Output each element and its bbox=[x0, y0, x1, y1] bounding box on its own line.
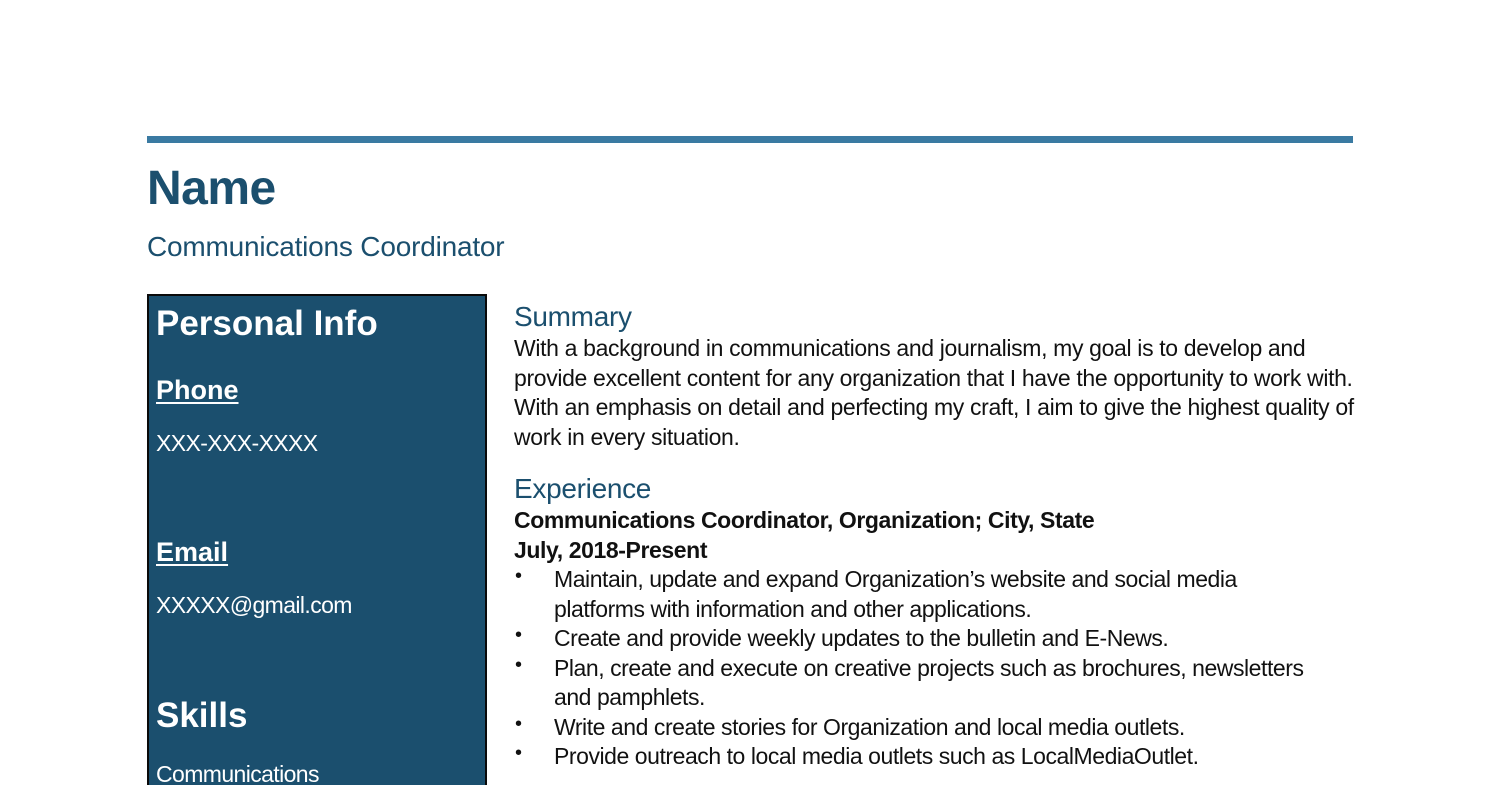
summary-heading: Summary bbox=[514, 301, 632, 332]
bullet-text: Maintain, update and expand Organization’s website and social media platforms with information and other applications. bbox=[554, 566, 1237, 622]
personal-info-heading: Personal Info bbox=[156, 304, 378, 343]
bullet-text: Plan, create and execute on creative projects such as brochures, newsletters and pamphlets. bbox=[554, 654, 1304, 710]
candidate-title: Communications Coordinator bbox=[147, 231, 505, 262]
phone-value: XXX-XXX-XXXX bbox=[156, 430, 318, 456]
list-item bbox=[514, 742, 1314, 772]
bullet-icon: • bbox=[515, 712, 522, 735]
list-item bbox=[514, 565, 1314, 624]
skills-heading: Skills bbox=[156, 696, 248, 735]
bullet-icon: • bbox=[515, 653, 522, 676]
bullet-icon: • bbox=[515, 742, 522, 764]
bullet-icon: • bbox=[515, 624, 522, 646]
email-label: Email bbox=[156, 537, 229, 567]
summary-text: With a background in communications and journalism, my goal is to develop and provide excellent content for any organization that I have the opportunity to work with. With an emphasis on detail and perfecting my craft, I aim to give the highest quality of work in every situation. bbox=[514, 335, 1354, 450]
job-role-line: Communications Coordinator, Organization; City, State bbox=[514, 507, 1095, 533]
job-dates: July, 2018-Present bbox=[514, 536, 708, 563]
experience-section bbox=[514, 472, 1364, 772]
list-item bbox=[514, 624, 1314, 654]
experience-heading: Experience bbox=[514, 473, 652, 504]
main-content bbox=[514, 300, 1364, 772]
email-value: XXXXX@gmail.com bbox=[156, 592, 352, 618]
skill-item: Communications bbox=[156, 761, 319, 785]
phone-label: Phone bbox=[156, 375, 239, 405]
summary-section bbox=[514, 300, 1364, 452]
bullet-text: Provide outreach to local media outlets such as LocalMediaOutlet. bbox=[554, 743, 1199, 769]
header-rule bbox=[147, 136, 1353, 143]
candidate-name: Name bbox=[147, 162, 276, 215]
bullet-text: Write and create stories for Organization and local media outlets. bbox=[554, 713, 1185, 740]
bullet-icon: • bbox=[515, 565, 522, 587]
job-entry bbox=[514, 506, 1364, 772]
list-item bbox=[514, 654, 1314, 713]
list-item bbox=[514, 713, 1314, 743]
job-bullets bbox=[514, 565, 1364, 772]
bullet-text: Create and provide weekly updates to the bulletin and E-News. bbox=[554, 625, 1169, 651]
personal-info-sidebar bbox=[147, 294, 487, 785]
